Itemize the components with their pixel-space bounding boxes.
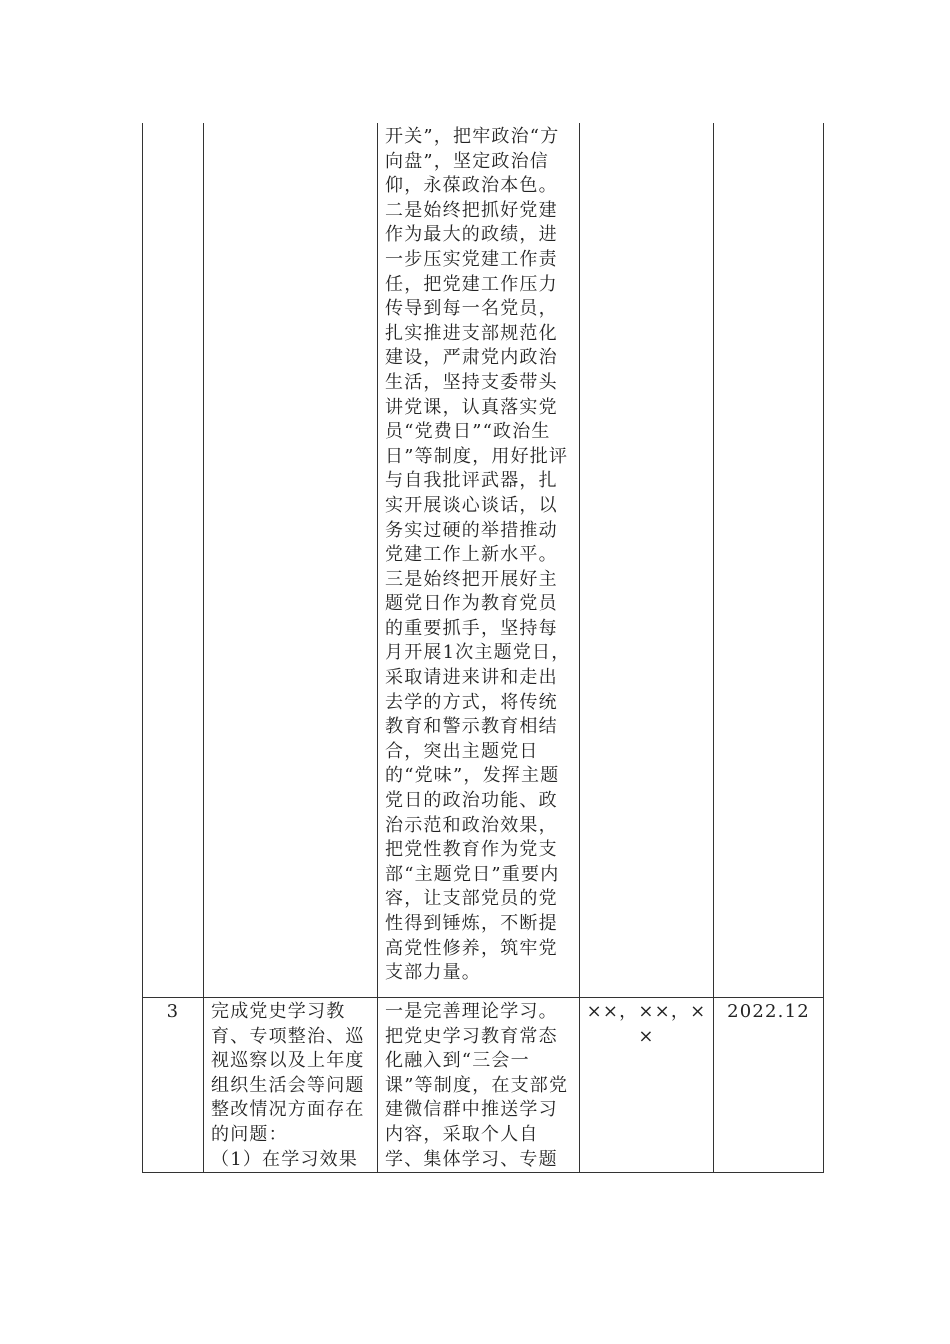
responsible-cell <box>580 998 714 1173</box>
measures-cell <box>378 123 580 998</box>
deadline-cell <box>714 123 824 998</box>
responsible-persons: ××，××，×× <box>586 1001 707 1047</box>
measures-text: 开关”，把牢政治“方向盘”，坚定政治信仰，永葆政治本色。二是始终把抓好党建作为最大的政绩，进一步压实党建工作责任，把党建工作压力传导到每一名党员，扎实推进支部规范化建设，严肃党内政治生活，坚持支委带头讲党课，认真落实党员“党费日”“政治生日”等制度，用好批评与自我批评武器，扎实开展谈心谈话，以务实过硬的举措推动党建工作上新水平。三是始终把开展好主题党日作为教育党员的重要抓手，坚持每月开展1次主题党日，采取请进来讲和走出去学的方式，将传统教育和警示教育相结合，突出主题党日的“党味”，发挥主题党日的政治功能、政治示范和政治效果，把党性教育作为党支部“主题党日”重要内容，让支部党员的党性得到锤炼，不断提高党性修养，筑牢党支部力量。 <box>385 126 571 984</box>
measures-cell <box>378 998 580 1173</box>
table-row <box>143 998 824 1173</box>
number-cell <box>143 998 204 1173</box>
number-cell <box>143 123 204 998</box>
table-row <box>143 123 824 998</box>
row-number: 3 <box>166 1001 180 1022</box>
deadline-cell <box>714 998 824 1173</box>
measures-text: 一是完善理论学习。把党史学习教育常态化融入到“三会一课”等制度，在支部党建微信群中推送学习内容，采取个人自学、集体学习、专题 <box>385 1001 569 1170</box>
problem-cell <box>204 123 378 998</box>
deadline-date: 2022.12 <box>727 1001 810 1022</box>
problem-text: 完成党史学习教育、专项整治、巡视巡察以及上年度组织生活会等问题整改情况方面存在的问题： （1）在学习效果 <box>211 1001 365 1170</box>
responsible-cell <box>580 123 714 998</box>
rectification-table <box>142 123 824 1173</box>
problem-cell <box>204 998 378 1173</box>
